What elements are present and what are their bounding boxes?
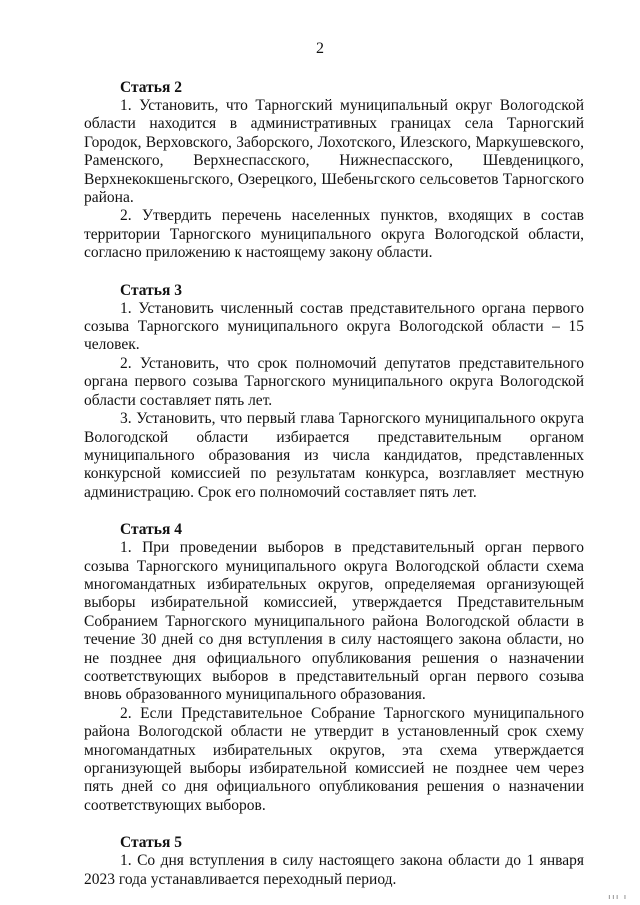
article-paragraph: 1. При проведении выборов в представительный орган первого созыва Тарногского муниципального округа Вологодской области схема многомандатных избирательных округов, определяемая организующей выборы избирательной комиссией, утверждается Представительным Собранием Тарногского муниципального района Вологодской области в течение 30 дней со дня вступления в силу настоящего закона области, но не позднее дня официального опубликования решения о назначении соответствующих выборов в представительный орган первого созыва вновь образованного муниципального образования. [84, 539, 584, 704]
article-heading: Статья 2 [120, 79, 182, 96]
article-heading: Статья 4 [120, 521, 182, 539]
article-paragraph: 2. Если Представительное Собрание Тарногского муниципального района Вологодской области не утвердит в установленный срок схему многомандатных избирательных округов, эта схема утверждается организующей выборы избирательной комиссией не позднее чем через пять дней со дня официального опубликования решения о назначении соответствующих выборов. [84, 704, 584, 814]
article-paragraph: 2. Утвердить перечень населенных пунктов, входящих в состав территории Тарногского муниципального округа Вологодской области, согласно приложению к настоящему закону области. [84, 207, 584, 262]
article-3 [84, 282, 584, 502]
article-4 [84, 521, 584, 815]
article-paragraph: 1. Со дня вступления в силу настоящего закона области до 1 января 2023 года устанавливается переходный период. [84, 852, 584, 888]
article-heading: Статья 3 [120, 281, 182, 299]
article-paragraph: 1. Установить, что Тарногский муниципальный округ Вологодской области находится в административных границах села Тарногский Городок, Верховского, Заборского, Лохотского, Илезского, Маркушевского, Раменского, Верхнеспасского, Нижнеспасского, Шевденицкого, Верхнекокшеньгского, Озерецкого, Шебеньгского сельсоветов Тарногского района. [84, 97, 584, 207]
article-paragraph: 2. Установить, что срок полномочий депутатов представительного органа первого созыва Тарногского муниципального округа Вологодской области составляет пять лет. [84, 354, 584, 409]
article-paragraph: 1. Установить численный состав представительного органа первого созыва Тарногского муниципального округа Вологодской области – 15 человек. [84, 299, 584, 354]
article-heading: Статья 5 [120, 834, 182, 852]
article-5 [84, 834, 584, 889]
footer-scan-marks: ııı ı [608, 894, 628, 901]
document-body [84, 79, 584, 889]
page-number: 2 [316, 40, 324, 57]
article-2 [84, 79, 584, 263]
article-paragraph: 3. Установить, что первый глава Тарногского муниципального округа Вологодской области избирается представительным органом муниципального образования из числа кандидатов, представленных конкурсной комиссией по результатам конкурса, возглавляет местную администрацию. Срок его полномочий составляет пять лет. [84, 410, 584, 501]
